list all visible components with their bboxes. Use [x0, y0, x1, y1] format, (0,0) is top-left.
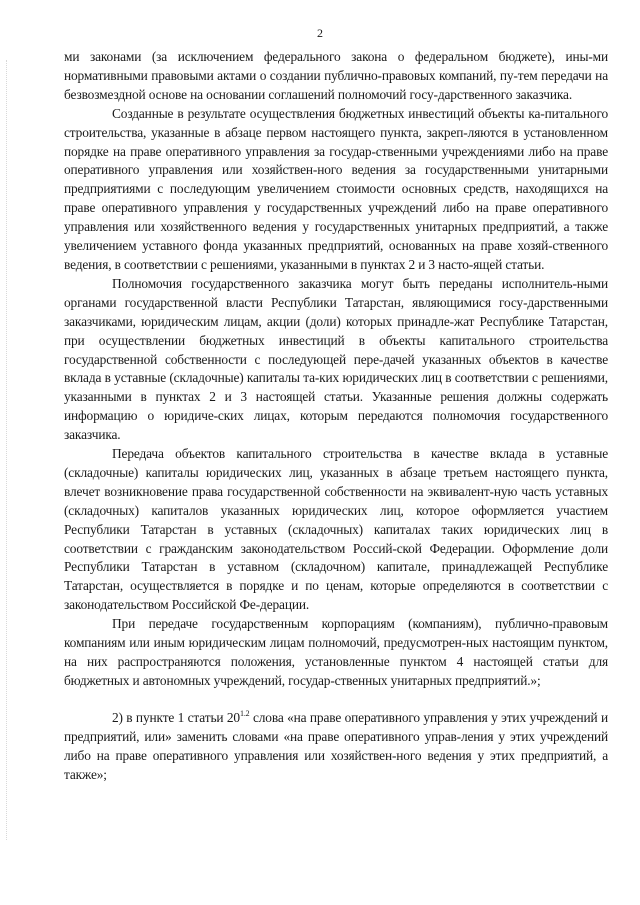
- paragraph-capital-construction-objects: Созданные в результате осуществления бюджетных инвестиций объекты ка-питального строительства, указанные в абзаце первом настоящего пункта, закреп-ляются в установленном порядке на праве оперативного управления за государ-ственными учреждениями либо на праве оперативного управления или хозяйствен-ного ведения за государственными унитарными предприятиями с последующим увеличением стоимости основных средств, находящихся на праве оперативного управления у государственных учреждений либо на праве оперативного управления или хозяйственного ведения у государственных унитарных предприятий, а также увеличением уставного фонда указанных предприятий, основанных на праве хозяй-ственного ведения, в соответствии с решениями, указанными в пунктах 2 и 3 насто-ящей статьи.: [64, 105, 608, 272]
- amendment-item-2: [64, 709, 608, 785]
- amendment-prefix: 2) в пункте 1 статьи 20: [112, 709, 240, 725]
- scan-margin-artifact: [6, 60, 9, 840]
- amendment-text: слова «на праве оперативного управления у этих учреждений и предприятий, или» заменить словами «на праве оперативного управ-ления у этих учреждений либо на праве оперативного управления или хозяйствен-ного ведения у этих предприятий, а также»;: [64, 709, 608, 782]
- page-number: 2: [317, 26, 323, 40]
- paragraph-corporations: При передаче государственным корпорациям (компаниям), публично-правовым компаниям или иным юридическим лицам полномочий, предусмотрен-ных настоящим пунктом, на них распространяются положения, установленные пунктом 4 настоящей статьи для бюджетных и автономных учреждений, государ-ственных унитарных предприятий.»;: [64, 616, 608, 688]
- paragraph-customer-powers: Полномочия государственного заказчика могут быть переданы исполнитель-ными органами государственной власти Республики Татарстан, являющимися госу-дарственными заказчиками, юридическим лицам, акции (доли) которых принадле-жат Республике Татарстан, при осуществлении бюджетных инвестиций в объекты капитального строительства государственной собственности с последующей пере-дачей указанных объектов в качестве вклада в уставные (складочные) капиталы та-ких юридических лиц в соответствии с решениями, указанными в пунктах 2 и 3 настоящей статьи. Указанные решения должны содержать информацию о юридиче-ских лицах, которым передаются полномочия государственного заказчика.: [64, 275, 608, 443]
- paragraph-continuation: ми законами (за исключением федерального закона о федеральном бюджете), ины-ми нормативными правовыми актами о создании публично-правовых компаний, пу-тем передачи на безвозмездной основе на основании соглашений полномочий госу-дарственного заказчика.: [64, 49, 608, 102]
- paragraph-transfer-of-objects: Передача объектов капитального строительства в качестве вклада в уставные (складочные) капиталы юридических лиц, указанных в абзаце третьем настоящего пункта, влечет возникновение права государственной собственности на эквивалент-ную часть уставных (складочных) капиталов указанных юридических лиц, которое оформляется участием Республики Татарстан в уставных (складочных) капиталах таких юридических лиц в соответствии с гражданским законодательством Россий-ской Федерации. Оформление доли Республики Татарстан в уставном (складочном) капитале, принадлежащей Республике Татарстан, осуществляется в порядке и по ценам, которые определяются в соответствии с законодательством Российской Фе-дерации.: [64, 446, 608, 613]
- document-body: [64, 48, 608, 784]
- amendment-superscript: 1.2: [239, 708, 250, 718]
